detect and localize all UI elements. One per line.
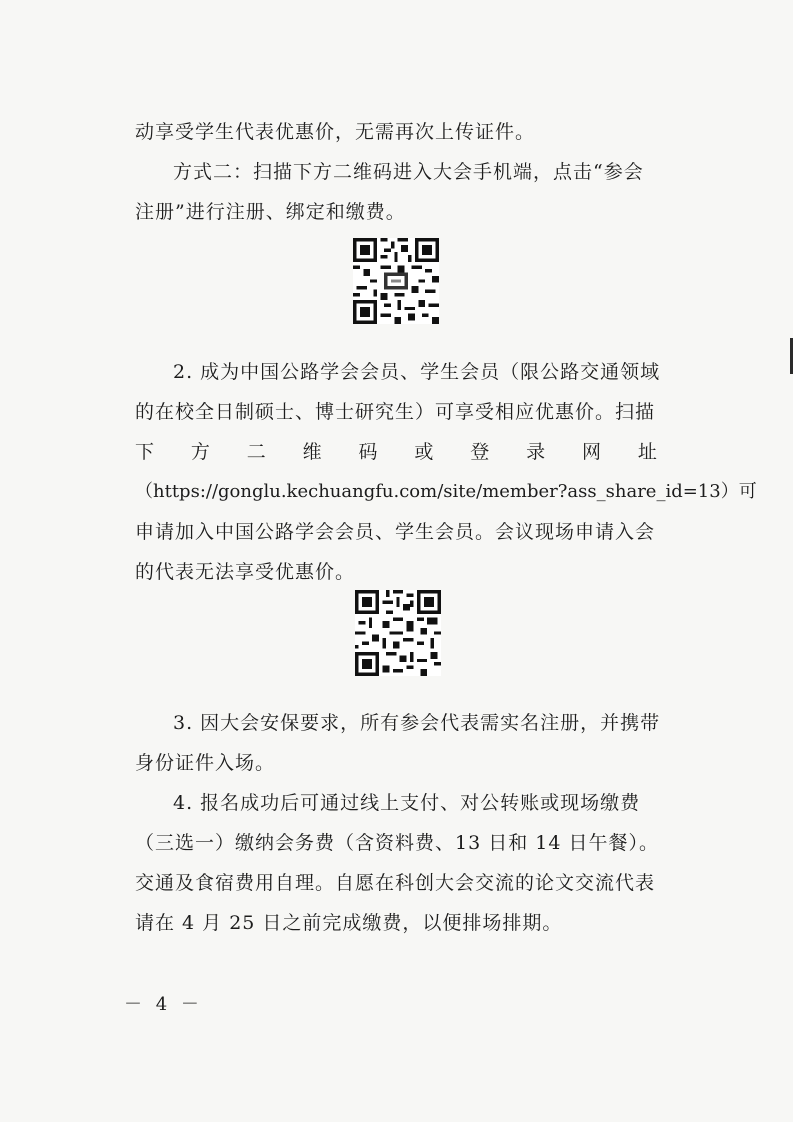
text-line: 4. 报名成功后可通过线上支付、对公转账或现场缴费 xyxy=(173,792,641,814)
text-line: 交通及食宿费用自理。自愿在科创大会交流的论文交流代表 xyxy=(135,872,656,894)
spaced-text-line xyxy=(135,432,658,472)
paragraph-item-4 xyxy=(135,783,658,943)
spaced-char: 方 xyxy=(190,441,211,463)
spaced-char: 码 xyxy=(358,441,379,463)
paragraph-item-3 xyxy=(135,703,661,783)
text-line: 3. 因大会安保要求，所有参会代表需实名注册，并携带 xyxy=(173,712,661,734)
qr-code-graphic xyxy=(355,590,441,676)
text-line: （三选一）缴纳会务费（含资料费、13 日和 14 日午餐）。 xyxy=(135,832,659,854)
paragraph-item-2 xyxy=(135,352,757,592)
text-line: 注册”进行注册、绑定和缴费。 xyxy=(135,201,406,223)
text-line: 方式二：扫描下方二维码进入大会手机端，点击“参会 xyxy=(173,161,644,183)
membership-qr-code[interactable] xyxy=(355,590,441,676)
text-line: 2. 成为中国公路学会会员、学生会员（限公路交通领域 xyxy=(173,361,661,383)
text-line: 请在 4 月 25 日之前完成缴费，以便排场排期。 xyxy=(135,912,563,934)
paragraph-continuation xyxy=(135,112,658,152)
text-line: 身份证件入场。 xyxy=(135,752,276,774)
text-line: 的代表无法享受优惠价。 xyxy=(135,561,356,583)
text-line: 动享受学生代表优惠价，无需再次上传证件。 xyxy=(135,121,536,143)
registration-qr-code[interactable] xyxy=(353,238,439,324)
spaced-char: 或 xyxy=(414,441,435,463)
member-url-link[interactable]: （https://gonglu.kechuangfu.com/site/member?ass_share_id=13）可 xyxy=(135,481,757,502)
spaced-char: 址 xyxy=(637,441,658,463)
text-line: 申请加入中国公路学会会员、学生会员。会议现场申请入会 xyxy=(135,521,656,543)
spaced-char: 二 xyxy=(246,441,267,463)
qr-code-graphic xyxy=(353,238,439,324)
text-line: 的在校全日制硕士、博士研究生）可享受相应优惠价。扫描 xyxy=(135,401,656,423)
spaced-char: 录 xyxy=(526,441,547,463)
page-number: － 4 － xyxy=(124,994,203,1015)
spaced-char: 登 xyxy=(470,441,491,463)
spaced-char: 下 xyxy=(135,441,156,463)
spaced-char: 网 xyxy=(582,441,603,463)
paragraph-method-two xyxy=(135,152,658,232)
spaced-char: 维 xyxy=(302,441,323,463)
